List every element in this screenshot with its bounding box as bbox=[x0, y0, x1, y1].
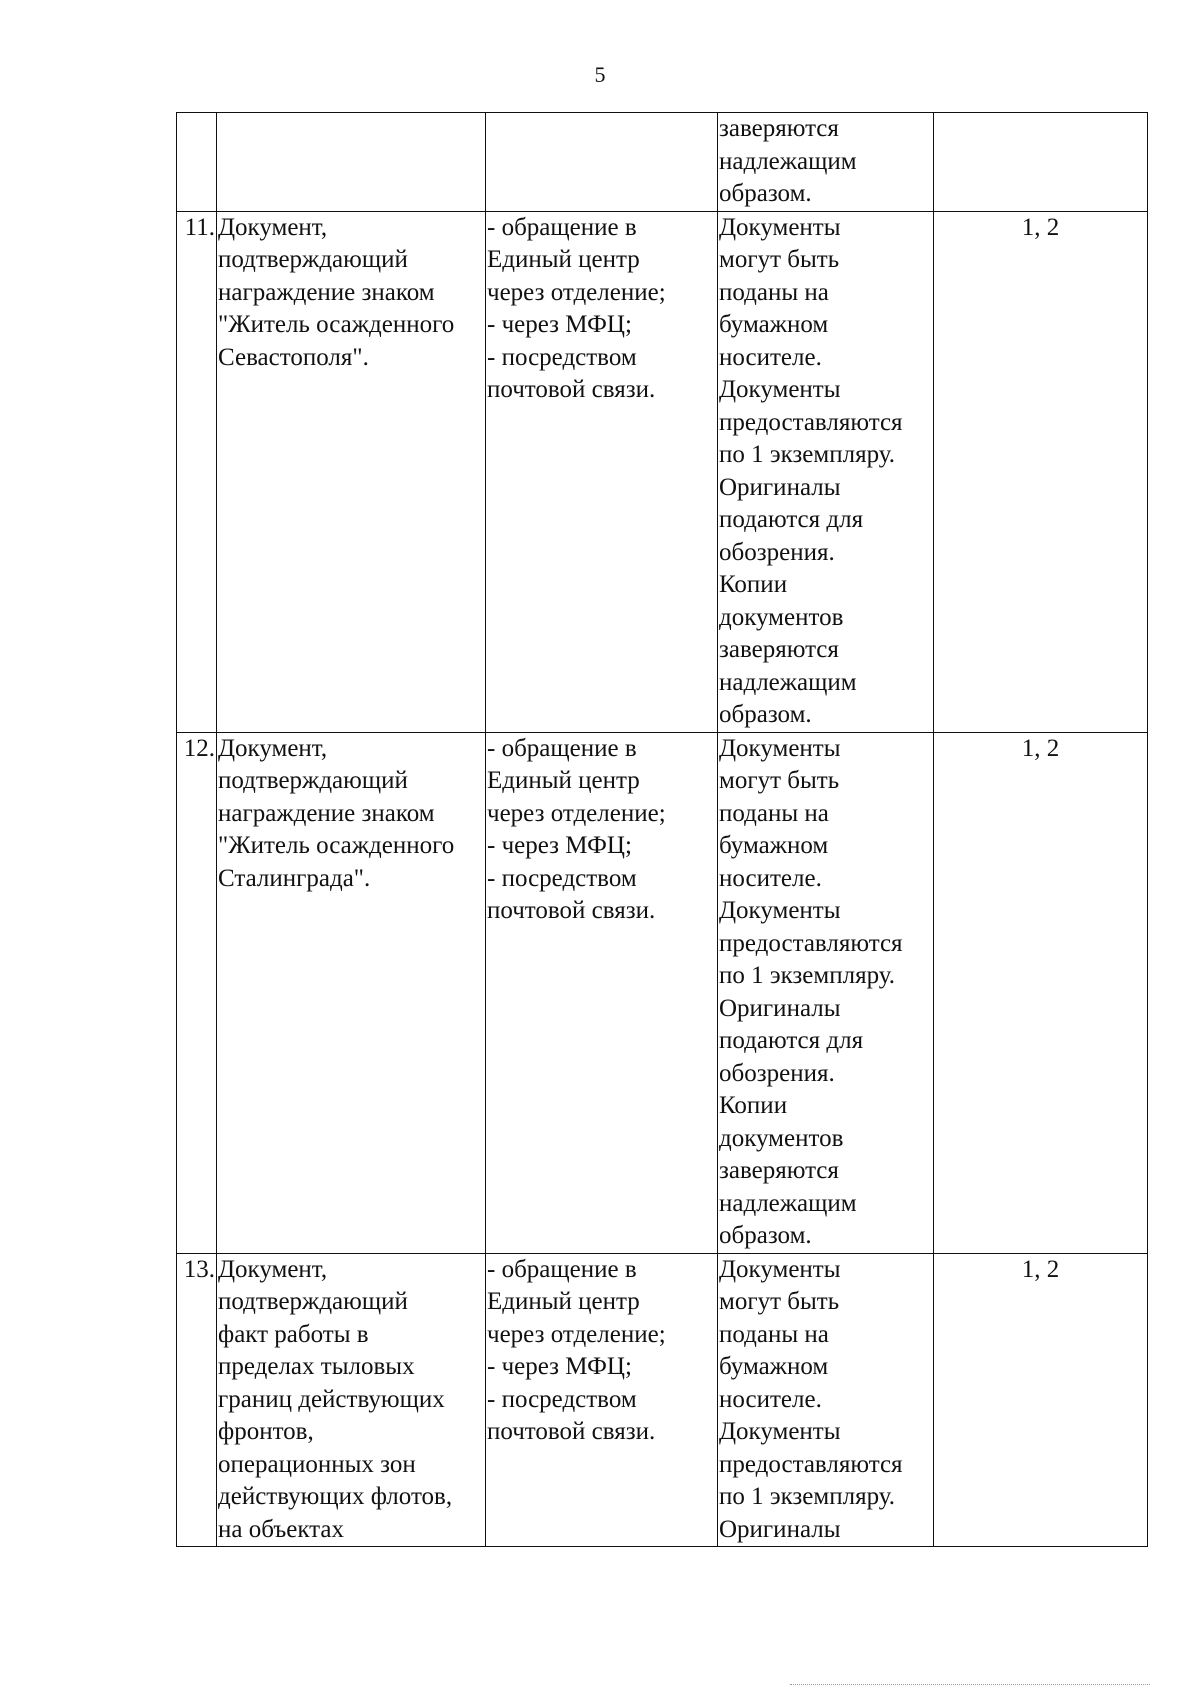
table-row bbox=[177, 1253, 1148, 1547]
row-number: 12. bbox=[177, 732, 217, 1253]
text-line: "Житель осажденного bbox=[218, 832, 455, 859]
text-line: - через МФЦ; bbox=[487, 1353, 632, 1380]
text-line: почтовой связи. bbox=[487, 897, 656, 924]
page-number: 5 bbox=[594, 62, 606, 87]
text-line: награждение знаком bbox=[218, 278, 435, 306]
text-line: документов bbox=[719, 1124, 844, 1152]
text-line: Оригиналы bbox=[719, 473, 841, 501]
text-line: могут быть bbox=[719, 246, 840, 273]
text-line: носителе. bbox=[719, 343, 822, 371]
text-line: носителе. bbox=[719, 864, 822, 892]
cell-document bbox=[217, 113, 486, 212]
text-line: Документы bbox=[719, 734, 841, 762]
text-line: границ действующих bbox=[218, 1385, 445, 1413]
text-line: надлежащим bbox=[719, 668, 857, 696]
cell-document bbox=[217, 211, 486, 732]
cell-method bbox=[486, 211, 718, 732]
text-line: подаются для bbox=[719, 1027, 864, 1054]
text-line: могут быть bbox=[719, 767, 840, 794]
text-line: предоставляются bbox=[719, 408, 903, 436]
text-line: - посредством bbox=[487, 343, 637, 371]
text-line: Оригиналы bbox=[719, 994, 841, 1022]
text-line: Документы bbox=[719, 897, 841, 924]
text-line: Единый центр bbox=[487, 767, 640, 794]
text-line: Документ, bbox=[218, 1255, 328, 1283]
text-line: Оригиналы bbox=[719, 1515, 841, 1543]
text-line: предоставляются bbox=[719, 929, 903, 957]
cell-method bbox=[486, 1253, 718, 1547]
text-line: бумажном bbox=[719, 311, 829, 338]
text-line: - через МФЦ; bbox=[487, 832, 632, 859]
text-line: подтверждающий bbox=[218, 1288, 408, 1315]
text-line: надлежащим bbox=[719, 147, 857, 175]
text-line: бумажном bbox=[719, 1353, 829, 1380]
text-line: заверяются bbox=[719, 636, 839, 663]
text-line: Документы bbox=[719, 376, 841, 403]
text-line: - обращение в bbox=[487, 213, 637, 241]
text-line: операционных зон bbox=[218, 1450, 416, 1478]
documents-table bbox=[176, 112, 1148, 1547]
cell-requirements bbox=[718, 732, 934, 1253]
text-line: - обращение в bbox=[487, 1255, 637, 1283]
text-line: образом. bbox=[719, 701, 812, 728]
text-line: почтовой связи. bbox=[487, 1418, 656, 1445]
text-line: по 1 экземпляру. bbox=[719, 962, 895, 989]
text-line: награждение знаком bbox=[218, 799, 435, 827]
row-number: 13. bbox=[177, 1253, 217, 1547]
text-line: бумажном bbox=[719, 832, 829, 859]
text-line: Севастополя". bbox=[218, 343, 369, 371]
text-line: на объектах bbox=[218, 1515, 344, 1543]
text-line: подаются для bbox=[719, 506, 864, 533]
cell-requirements bbox=[718, 113, 934, 212]
cell-num bbox=[177, 113, 217, 212]
text-line: Единый центр bbox=[487, 1288, 640, 1315]
scan-artifact bbox=[790, 1684, 1150, 1686]
table-row bbox=[177, 211, 1148, 732]
text-line: обозрения. bbox=[719, 1059, 835, 1087]
text-line: Документ, bbox=[218, 734, 328, 762]
text-line: Документ, bbox=[218, 213, 328, 241]
cell-requirements bbox=[718, 211, 934, 732]
table-row-continued bbox=[177, 113, 1148, 212]
cell-document bbox=[217, 1253, 486, 1547]
text-line: могут быть bbox=[719, 1288, 840, 1315]
table-row bbox=[177, 732, 1148, 1253]
text-line: образом. bbox=[719, 1222, 812, 1249]
text-line: - через МФЦ; bbox=[487, 311, 632, 338]
text-line: подтверждающий bbox=[218, 246, 408, 273]
text-line: поданы на bbox=[719, 799, 829, 827]
text-line: фронтов, bbox=[218, 1418, 314, 1445]
text-line: документов bbox=[719, 603, 844, 631]
text-line: образом. bbox=[719, 180, 812, 207]
text-line: Сталинграда". bbox=[218, 864, 371, 892]
text-line: носителе. bbox=[719, 1385, 822, 1413]
text-line: через отделение; bbox=[487, 1320, 666, 1348]
text-line: заверяются bbox=[719, 115, 839, 142]
text-line: через отделение; bbox=[487, 799, 666, 827]
cell-refs: 1, 2 bbox=[934, 732, 1148, 1253]
text-line: поданы на bbox=[719, 1320, 829, 1348]
cell-document bbox=[217, 732, 486, 1253]
text-line: надлежащим bbox=[719, 1189, 857, 1217]
text-line: обозрения. bbox=[719, 538, 835, 566]
text-line: по 1 экземпляру. bbox=[719, 441, 895, 468]
text-line: Документы bbox=[719, 213, 841, 241]
text-line: - посредством bbox=[487, 864, 637, 892]
cell-method bbox=[486, 113, 718, 212]
cell-refs: 1, 2 bbox=[934, 1253, 1148, 1547]
text-line: Копии bbox=[719, 1092, 788, 1119]
row-number: 11. bbox=[177, 211, 217, 732]
text-line: Документы bbox=[719, 1255, 841, 1283]
text-line: действующих флотов, bbox=[218, 1483, 453, 1510]
text-line: почтовой связи. bbox=[487, 376, 656, 403]
text-line: по 1 экземпляру. bbox=[719, 1483, 895, 1510]
text-line: через отделение; bbox=[487, 278, 666, 306]
text-line: поданы на bbox=[719, 278, 829, 306]
text-line: - обращение в bbox=[487, 734, 637, 762]
cell-requirements bbox=[718, 1253, 934, 1547]
text-line: факт работы в bbox=[218, 1320, 369, 1348]
text-line: - посредством bbox=[487, 1385, 637, 1413]
text-line: Документы bbox=[719, 1418, 841, 1445]
cell-refs bbox=[934, 113, 1148, 212]
text-line: пределах тыловых bbox=[218, 1353, 415, 1380]
text-line: Единый центр bbox=[487, 246, 640, 273]
cell-refs: 1, 2 bbox=[934, 211, 1148, 732]
cell-method bbox=[486, 732, 718, 1253]
text-line: Копии bbox=[719, 571, 788, 598]
text-line: "Житель осажденного bbox=[218, 311, 455, 338]
text-line: заверяются bbox=[719, 1157, 839, 1184]
text-line: подтверждающий bbox=[218, 767, 408, 794]
text-line: предоставляются bbox=[719, 1450, 903, 1478]
